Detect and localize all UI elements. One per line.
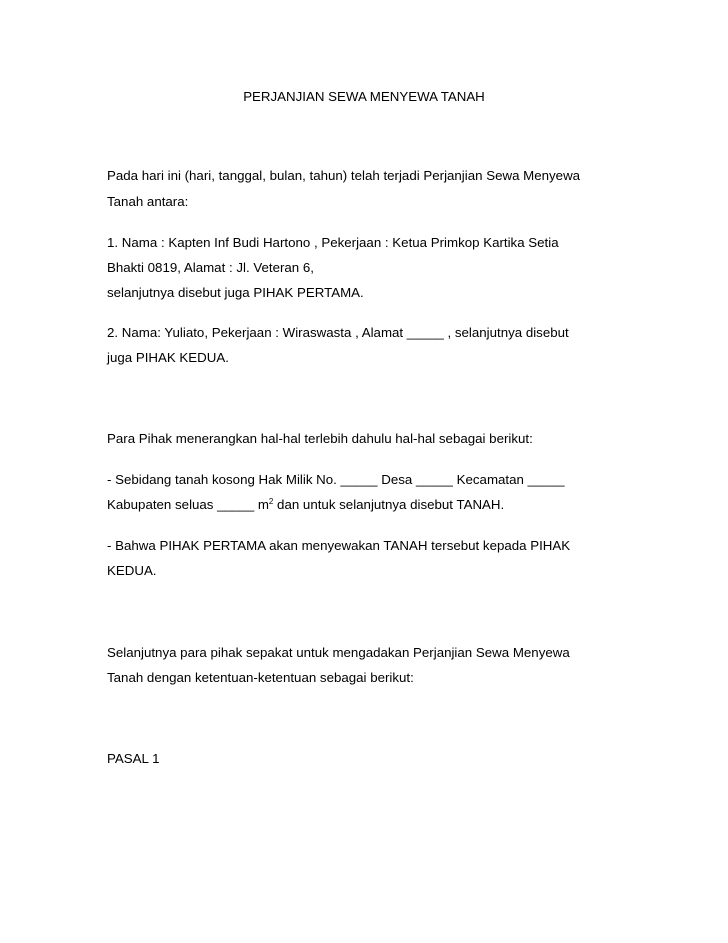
party2-line-1: 2. Nama: Yuliato, Pekerjaan : Wiraswasta , Alamat _____ , selanjutnya disebut [107, 325, 569, 340]
item1-line-2 [107, 496, 504, 514]
intro-line-2: Tanah antara: [107, 194, 189, 209]
item1-line-2-rest: dan untuk selanjutnya disebut TANAH. [273, 497, 505, 512]
intro-line-1: Pada hari ini (hari, tanggal, bulan, tahun) telah terjadi Perjanjian Sewa Menyewa [107, 168, 581, 183]
pasal-heading: PASAL 1 [107, 751, 160, 766]
item2-line-1: - Bahwa PIHAK PERTAMA akan menyewakan TANAH tersebut kepada PIHAK [107, 538, 571, 553]
document-title: PERJANJIAN SEWA MENYEWA TANAH [243, 89, 485, 104]
item1-line-1: - Sebidang tanah kosong Hak Milik No. _____ Desa _____ Kecamatan _____ [107, 472, 565, 487]
party1-line-2: Bhakti 0819, Alamat : Jl. Veteran 6, [107, 260, 314, 275]
preamble-text: Para Pihak menerangkan hal-hal terlebih dahulu hal-hal sebagai berikut: [107, 431, 533, 446]
superscript-exponent: 2 [268, 497, 274, 506]
party1-line-3: selanjutnya disebut juga PIHAK PERTAMA. [107, 285, 364, 300]
item2-line-2: KEDUA. [107, 563, 157, 578]
party2-line-2: juga PIHAK KEDUA. [107, 350, 229, 365]
item1-line-2-text: Kabupaten seluas _____ m [107, 497, 269, 512]
closing-line-2: Tanah dengan ketentuan-ketentuan sebagai berikut: [107, 670, 414, 685]
closing-line-1: Selanjutnya para pihak sepakat untuk mengadakan Perjanjian Sewa Menyewa [107, 645, 570, 660]
party1-line-1: 1. Nama : Kapten Inf Budi Hartono , Pekerjaan : Ketua Primkop Kartika Setia [107, 235, 559, 250]
